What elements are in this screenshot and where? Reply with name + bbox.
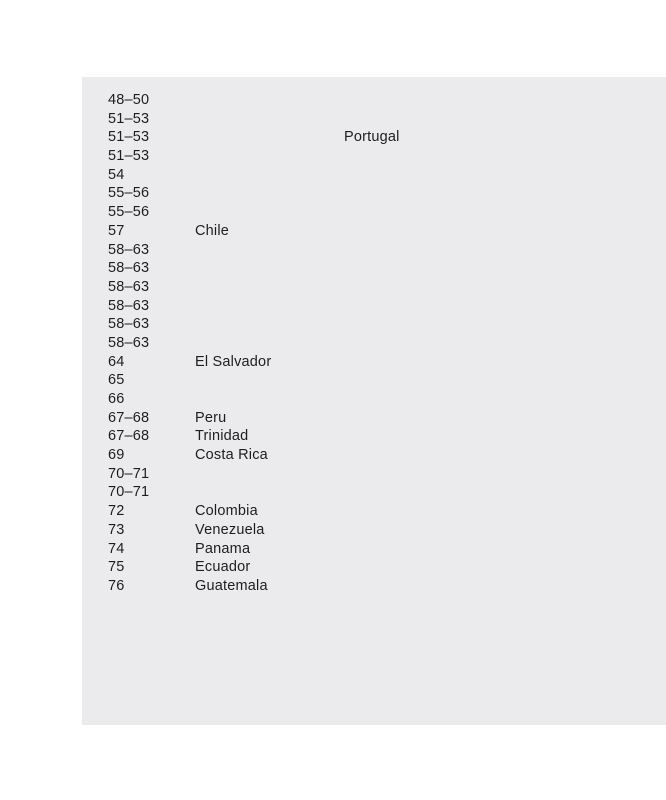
range-label: 58–63 xyxy=(108,316,150,333)
range-label: 69 xyxy=(108,447,125,464)
range-label: 51–53 xyxy=(108,110,150,127)
country-label: Costa Rica xyxy=(195,447,268,464)
range-label: 51–53 xyxy=(108,129,150,146)
range-label: 74 xyxy=(108,540,125,557)
range-label: 58–63 xyxy=(108,334,150,351)
country-label-secondary: Portugal xyxy=(344,129,400,146)
document-panel xyxy=(82,77,666,725)
range-label: 48–50 xyxy=(108,92,150,108)
range-label: 54 xyxy=(108,166,125,183)
range-label: 67–68 xyxy=(108,428,150,445)
country-label: Ecuador xyxy=(195,559,251,576)
country-label: Chile xyxy=(195,222,230,239)
country-label: Panama xyxy=(195,540,251,557)
range-label: 72 xyxy=(108,503,125,520)
range-label: 70–71 xyxy=(108,484,150,501)
range-label: 65 xyxy=(108,372,125,389)
country-label: Peru xyxy=(195,409,227,426)
range-label: 66 xyxy=(108,391,125,407)
range-label: 55–56 xyxy=(108,204,150,221)
range-label: 57 xyxy=(108,222,125,239)
range-label: 58–63 xyxy=(108,241,150,258)
range-label: 73 xyxy=(108,521,125,538)
range-label: 64 xyxy=(108,353,125,370)
country-label: El Salvador xyxy=(195,353,272,370)
range-label: 70–71 xyxy=(108,465,150,482)
range-label: 58–63 xyxy=(108,278,150,295)
range-label: 76 xyxy=(108,577,125,594)
range-label: 55–56 xyxy=(108,185,150,202)
range-label: 58–63 xyxy=(108,297,150,314)
range-label: 51–53 xyxy=(108,148,150,165)
range-label: 58–63 xyxy=(108,260,150,277)
range-label: 67–68 xyxy=(108,409,150,426)
country-label: Venezuela xyxy=(195,521,265,538)
range-label: 75 xyxy=(108,559,125,576)
country-label: Colombia xyxy=(195,503,258,520)
country-label: Trinidad xyxy=(195,428,249,445)
country-label: Guatemala xyxy=(195,577,268,594)
